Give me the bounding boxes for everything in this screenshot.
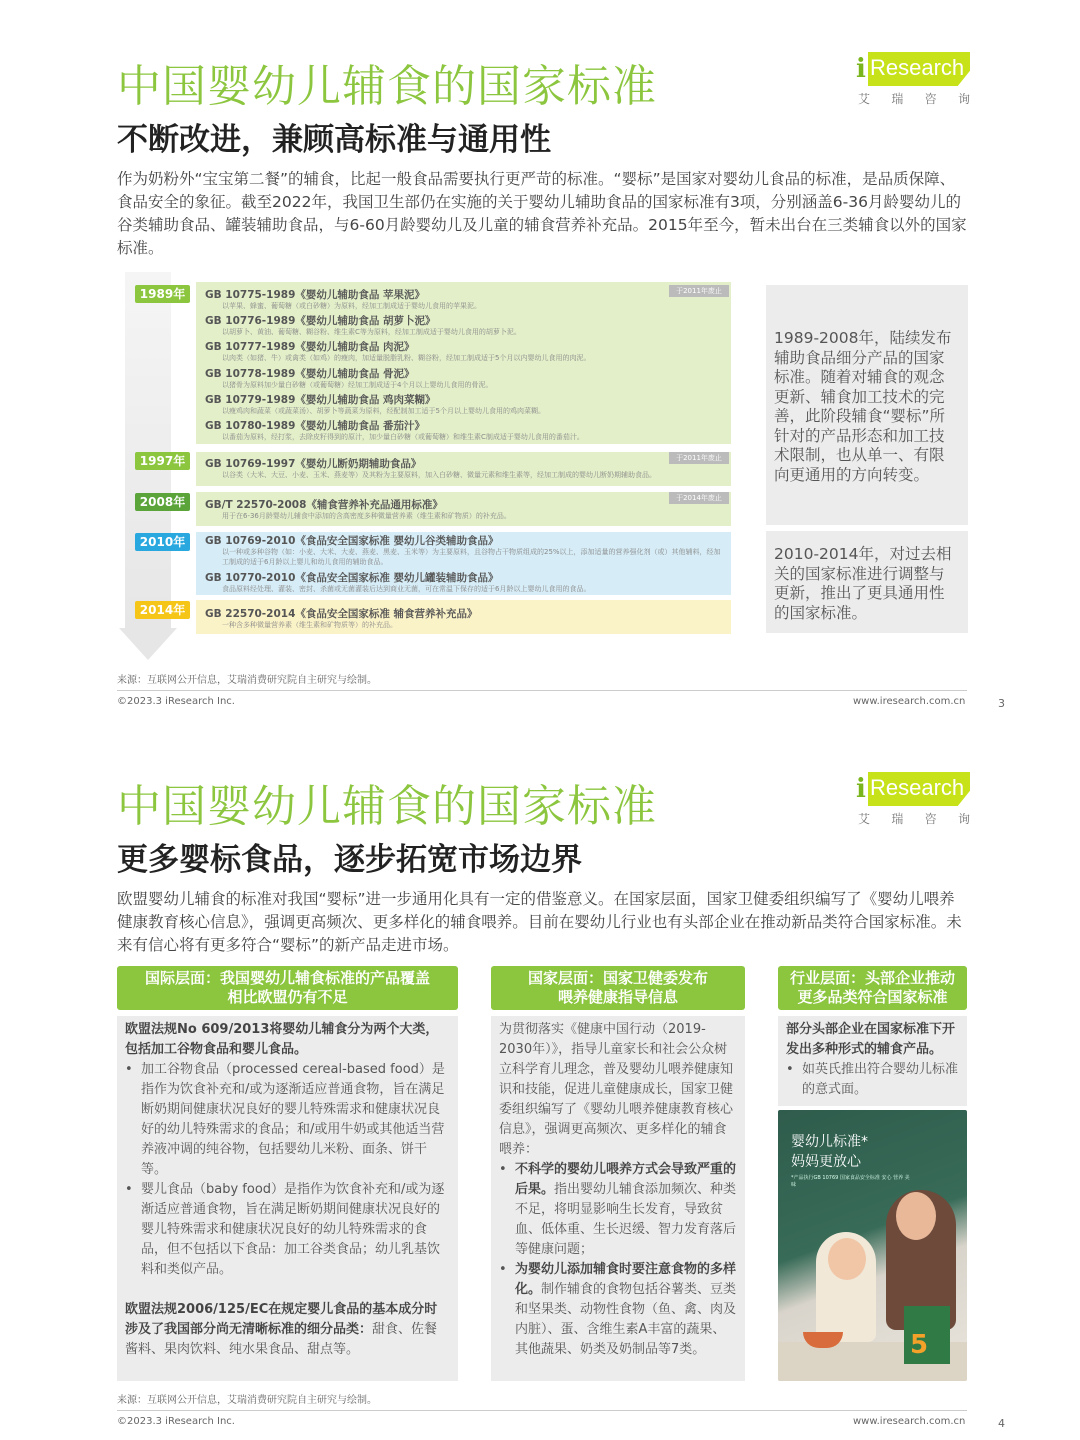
- standard-desc: 以苹果、蜂蜜、葡萄糖（或白砂糖）为原料，经加工制成适于婴幼儿食用的苹果泥。: [222, 302, 481, 310]
- industry-level-content: 部分头部企业在国家标准下开发出多种形式的辅食产品。 • 如英氏推出符合婴幼儿标准的意式面。: [778, 1016, 967, 1106]
- repeal-tag: 于2011年废止: [669, 452, 729, 464]
- standard-desc: 一种含多种微量营养素（维生素和矿物质等）的补充品。: [222, 621, 397, 629]
- product-ad-photo: 5 婴幼儿标准* 妈妈更放心 *产品执行GB 10769 国家食品安全标准 安心 营养 美味: [778, 1110, 967, 1381]
- year-label: 1989年: [135, 285, 190, 303]
- year-label: 1997年: [135, 452, 190, 470]
- page-number: 4: [998, 1417, 1005, 1430]
- year-label: 2010年: [135, 533, 190, 551]
- repeal-tag: 于2014年废止: [669, 492, 729, 504]
- page-subtitle: 更多婴标食品，逐步拓宽市场边界: [117, 842, 582, 878]
- note-2010-2014: 2010-2014年，对过去相关的国家标准进行调整与更新，推出了更具通用性的国家标准。: [766, 531, 968, 633]
- copyright: ©2023.3 iResearch Inc.: [117, 696, 235, 707]
- divider: [117, 690, 967, 691]
- repeal-tag: 于2011年废止: [669, 285, 729, 297]
- divider: [117, 1410, 967, 1411]
- standard-code: GB 22570-2014《食品安全国家标准 辅食营养补充品》: [205, 608, 478, 620]
- iresearch-logo: i Research 艾 瑞 咨 询: [856, 774, 970, 826]
- standard-code: GB 10770-2010《食品安全国家标准 婴幼儿罐装辅助食品》: [205, 572, 499, 584]
- national-level-header: 国家层面：国家卫健委发布 喂养健康指导信息: [491, 966, 745, 1010]
- standard-desc: 食品原料经处理、灌装、密封、杀菌或无菌灌装后达到商业无菌，可在常温下保存的适于6月龄以上婴幼儿食用的食品。: [222, 585, 591, 593]
- international-level-header: 国际层面：我国婴幼儿辅食标准的产品覆盖 相比欧盟仍有不足: [117, 966, 458, 1010]
- iresearch-logo: i Research 艾 瑞 咨 询: [856, 54, 970, 106]
- website-url: www.iresearch.com.cn: [853, 1416, 966, 1427]
- standard-desc: 用于在6-36月龄婴幼儿辅食中添加的含高密度多种微量营养素（维生素和矿物质）的补充品。: [222, 512, 511, 520]
- year-label: 2014年: [135, 601, 190, 619]
- standard-desc: 以猪骨为原料加少量白砂糖（或葡萄糖）经加工制成适于4个月以上婴幼儿食用的骨泥。: [222, 381, 493, 389]
- standard-desc: 以瘦鸡肉和蔬菜（或蔬菜汤）、胡萝卜等蔬菜为原料，经配制加工适于5个月以上婴幼儿食用的鸡肉菜糊。: [222, 407, 545, 415]
- standard-code: GB 10777-1989《婴幼儿辅助食品 肉泥》: [205, 341, 415, 353]
- page-subtitle: 不断改进，兼顾高标准与通用性: [117, 122, 551, 158]
- international-level-content: 欧盟法规No 609/2013将婴幼儿辅食分为两个大类，包括加工谷物食品和婴儿食品。 • 加工谷物食品（processed cereal-based food）是指作为饮食补充和/或为逐渐适应普通食物，旨在满足断奶期间健康状况良好的婴儿特殊需求和健康状况良好的幼儿特殊需求的食品；和/或用牛奶或其他适当营养液冲调的纯谷物，包括婴幼儿米粉、面条、饼干等。 • 婴儿食品（baby food）是指作为饮食补充和/或为逐渐适应普通食物，旨在满足断奶期间健康状况良好的婴儿特殊需求和健康状况良好的幼儿特殊需求的食品，但不包括以下食品：加工谷类食品；幼儿乳基饮料和类似产品。 欧盟法规2006/125/EC在规定婴儿食品的基本成分时涉及了我国部分尚无清晰标准的细分品类：甜食、佐餐酱料、果肉饮料、纯水果食品、甜点等。: [117, 1016, 458, 1381]
- slide-4: [0, 720, 1080, 1440]
- national-level-content: 为贯彻落实《健康中国行动（2019-2030年）》，指导儿童家长和社会公众树立科学育儿理念，普及婴幼儿喂养健康知识和技能，促进儿童健康成长，国家卫健委组织编写了《婴幼儿喂养健康教育核心信息》，强调更高频次、更多样化的辅食喂养： • 不科学的婴幼儿喂养方式会导致严重的后果。指出婴幼儿辅食添加频次、种类不足，将明显影响生长发育，导致贫血、低体重、生长迟缓、智力发育落后等健康问题； • 为婴幼儿添加辅食时要注意食物的多样化。制作辅食的食物包括谷薯类、豆类和坚果类、动物性食物（鱼、禽、肉及内脏）、蛋、含维生素A丰富的蔬果、其他蔬果、奶类及奶制品等7类。: [491, 1016, 745, 1381]
- standard-code: GB 10778-1989《婴幼儿辅助食品 骨泥》: [205, 368, 415, 380]
- source-note: 来源：互联网公开信息，艾瑞消费研究院自主研究与绘制。: [117, 1395, 377, 1406]
- standard-code: GB 10775-1989《婴幼儿辅助食品 苹果泥》: [205, 289, 426, 301]
- page-title: 中国婴幼儿辅食的国家标准: [117, 781, 657, 832]
- standard-code: GB/T 22570-2008《辅食营养补充品通用标准》: [205, 499, 443, 511]
- standard-desc: 以谷类（大米、大豆、小麦、玉米、燕麦等）及其粉为主要原料，加入白砂糖、微量元素和维生素等，经加工制成的婴幼儿断奶期辅助食品。: [222, 471, 656, 479]
- standard-code: GB 10779-1989《婴幼儿辅助食品 鸡肉菜糊》: [205, 394, 436, 406]
- intro-paragraph: 作为奶粉外“宝宝第二餐”的辅食，比起一般食品需要执行更严苛的标准。“婴标”是国家对婴幼儿食品的标准，是品质保障、食品安全的象征。截至2022年，我国卫生部仍在实施的关于婴幼儿辅助食品的国家标准有3项，分别涵盖6-36月龄婴幼儿的谷类辅助食品、罐装辅助食品，与6-60月龄婴幼儿及儿童的辅食营养补充品。2015年至今，暂未出台在三类辅食以外的国家标准。: [117, 170, 967, 257]
- note-1989-2008: 1989-2008年，陆续发布辅助食品细分产品的国家标准。随着对辅食的观念更新、辅食加工技术的完善，此阶段辅食“婴标”所针对的产品形态和加工技术限制，也从单一、有限向更通用的方向转变。: [766, 285, 968, 525]
- standard-desc: 以胡萝卜、黄油、葡萄糖、糊谷粉、维生素C等为原料，经加工制成适于婴幼儿食用的胡萝卜泥。: [222, 328, 521, 336]
- standard-code: GB 10776-1989《婴幼儿辅助食品 胡萝卜泥》: [205, 315, 436, 327]
- copyright: ©2023.3 iResearch Inc.: [117, 1416, 235, 1427]
- year-label: 2008年: [135, 493, 190, 511]
- standard-desc: 以番茄为原料，经打浆，去除皮籽得到的原汁，加少量白砂糖（或葡萄糖）和维生素C制成适于婴幼儿食用的番茄汁。: [222, 433, 584, 441]
- standard-code: GB 10780-1989《婴幼儿辅助食品 番茄汁》: [205, 420, 426, 432]
- standard-code: GB 10769-2010《食品安全国家标准 婴幼儿谷类辅助食品》: [205, 535, 499, 547]
- standard-desc: 以肉类（如猪、牛）或禽类（如鸡）的瘦肉，加适量脱脂乳粉、糊谷粉，经加工制成适于5个月以内婴幼儿食用的肉泥。: [222, 354, 591, 362]
- website-url: www.iresearch.com.cn: [853, 696, 966, 707]
- page-title: 中国婴幼儿辅食的国家标准: [117, 61, 657, 112]
- industry-level-header: 行业层面：头部企业推动 更多品类符合国家标准: [778, 966, 967, 1010]
- page-number: 3: [998, 697, 1005, 710]
- standard-desc: 以一种或多种谷物（如：小麦、大米、大麦、燕麦、黑麦、玉米等）为主要原料，且谷物占干物质组成的25%以上，添加适量的营养强化剂（或）其他辅料，经加工制成的适于6月龄以上婴儿和幼儿食用的辅助食品。: [222, 548, 721, 566]
- intro-paragraph: 欧盟婴幼儿辅食的标准对我国“婴标”进一步通用化具有一定的借鉴意义。在国家层面，国家卫健委组织编写了《婴幼儿喂养健康教育核心信息》，强调更高频次、更多样化的辅食喂养。目前在婴幼儿行业也有头部企业在推动新品类符合国家标准。未来有信心将有更多符合“婴标”的新产品走进市场。: [117, 890, 962, 954]
- standard-code: GB 10769-1997《婴幼儿断奶期辅助食品》: [205, 458, 422, 470]
- source-note: 来源：互联网公开信息，艾瑞消费研究院自主研究与绘制。: [117, 675, 377, 686]
